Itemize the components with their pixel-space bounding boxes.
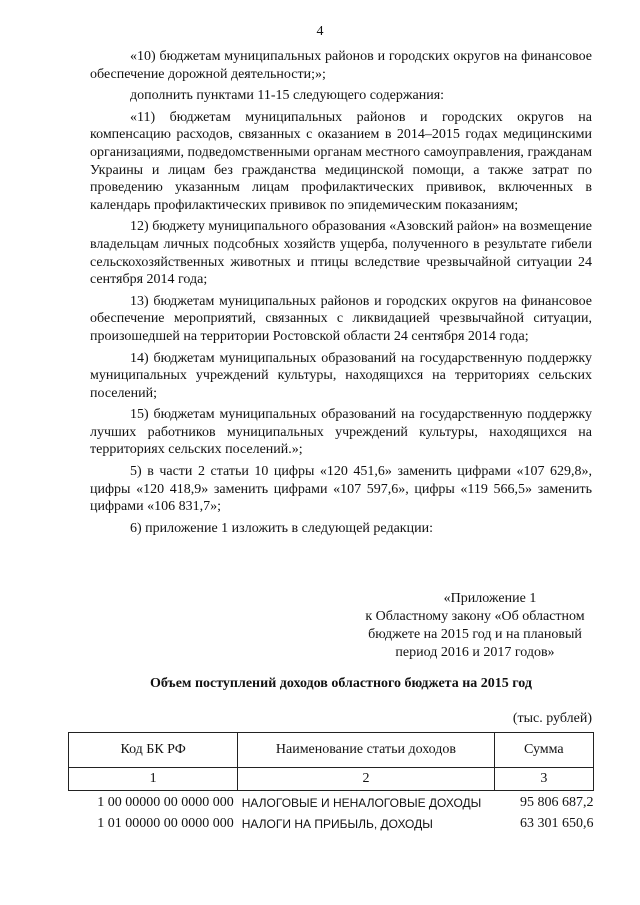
paragraph: 13) бюджетам муниципальных районов и городских округов на финансовое обеспечение мероприятий, связанных с ликвидацией чрезвычайной ситуации, произошедшей на территории Ростовской области 24 сентября 2014 года; bbox=[90, 293, 592, 344]
paragraph: «11) бюджетам муниципальных районов и городских округов на компенсацию расходов, связанных с оказанием в 2014–2015 годах медицинскими организациями, подведомственными органам местного самоуправления, гражданам Украины и лицам без гражданства медицинской помощи, а также затрат по проведению указанным лицам профилактических прививок, включенных в календарь профилактических прививок по эпидемическим показаниям; bbox=[90, 109, 592, 213]
paragraph: 15) бюджетам муниципальных образований на государственную поддержку лучших работников муниципальных учреждений культуры, находящихся на территориях сельских поселений.»; bbox=[90, 407, 592, 458]
row-amount: 63 301 650,6 bbox=[520, 816, 594, 831]
row-name: НАЛОГОВЫЕ И НЕНАЛОГОВЫЕ ДОХОДЫ bbox=[241, 796, 482, 810]
paragraph: дополнить пунктами 11-15 следующего содержания: bbox=[130, 88, 445, 104]
table-title: Объем поступлений доходов областного бюджета на 2015 год bbox=[150, 676, 532, 691]
row-name: НАЛОГИ НА ПРИБЫЛЬ, ДОХОДЫ bbox=[241, 817, 433, 831]
column-number: 3 bbox=[494, 768, 593, 791]
paragraph: 6) приложение 1 изложить в следующей редакции: bbox=[130, 520, 433, 536]
row-code: 1 00 00000 00 0000 000 bbox=[97, 795, 234, 810]
row-code: 1 01 00000 00 0000 000 bbox=[97, 816, 234, 831]
table-header-row bbox=[69, 733, 594, 768]
appendix-line: период 2016 и 2017 годов» bbox=[395, 645, 555, 660]
appendix-line: «Приложение 1 bbox=[443, 591, 537, 606]
row-amount: 95 806 687,2 bbox=[520, 795, 594, 810]
paragraph: «10) бюджетам муниципальных районов и городских округов на финансовое обеспечение дорожной деятельности;»; bbox=[90, 49, 592, 82]
paragraph: 12) бюджету муниципального образования «Азовский район» на возмещение владельцам личных подсобных хозяйств ущерба, полученного в результате гибели сельскохозяйственных животных и птицы вследствие чрезвычайной ситуации 24 сентября 2014 года; bbox=[90, 219, 592, 288]
table-row bbox=[69, 791, 594, 813]
page-number: 4 bbox=[316, 24, 324, 39]
column-number-row bbox=[69, 768, 594, 791]
paragraph: 14) бюджетам муниципальных образований на государственную поддержку муниципальных учреждений культуры, находящихся на территориях сельских поселений; bbox=[90, 350, 592, 401]
column-number: 1 bbox=[69, 768, 238, 791]
paragraph: 5) в части 2 статьи 10 цифры «120 451,6» заменить цифрами «107 629,8», цифры «120 418,9» заменить цифрами «107 597,6», цифры «119 566,5» заменить цифрами «106 831,7»; bbox=[90, 464, 592, 515]
appendix-header bbox=[350, 590, 600, 662]
appendix-line: к Областному закону «Об областном bbox=[365, 609, 585, 624]
column-header-code: Код БК РФ bbox=[69, 733, 238, 768]
column-number: 2 bbox=[238, 768, 494, 791]
body-text bbox=[90, 48, 592, 541]
appendix-line: бюджете на 2015 год и на плановый bbox=[368, 627, 582, 642]
column-header-amount: Сумма bbox=[494, 733, 593, 768]
units-label: (тыс. рублей) bbox=[512, 711, 592, 726]
column-header-name: Наименование статьи доходов bbox=[238, 733, 494, 768]
revenue-table bbox=[68, 732, 594, 833]
table-row bbox=[69, 812, 594, 833]
